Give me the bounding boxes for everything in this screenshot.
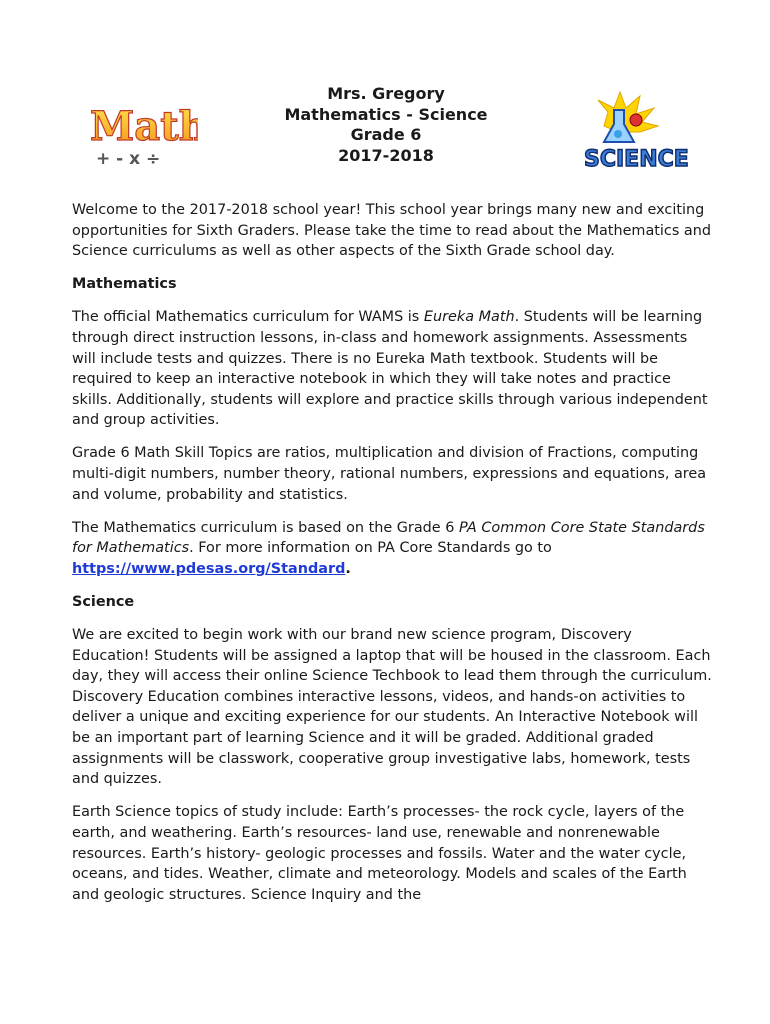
math-logo-text: Math	[90, 103, 198, 150]
grade-line: Grade 6	[350, 125, 422, 144]
standards-title: PA Common Core State Standards for Mathematics	[72, 519, 705, 557]
math-logo-subtext: + - x ÷	[96, 149, 161, 169]
science-logo-graphic	[578, 90, 688, 174]
teacher-name: Mrs. Gregory	[327, 84, 445, 103]
document-header	[0, 84, 770, 174]
science-paragraph-2: Earth Science topics of study include: Earth’s processes- the rock cycle, layers of the earth, and weathering. Earth’s resources- land use, renewable and nonrenewable resources. Earth’s history- geologic processes and fossils. Water and the water cycle, oceans, and tides. Weather, climate and meteorology. Models and scales of the Earth and geologic structures. Science Inquiry and the	[72, 804, 687, 903]
document-title	[230, 84, 542, 166]
math-heading: Mathematics	[72, 276, 177, 293]
math-logo	[86, 96, 198, 172]
science-paragraph-1: We are excited to begin work with our brand new science program, Discovery Education! Students will be assigned a laptop that will be housed in the classroom. Each day, they will access their online Science Techbook to lead them through the curriculum. Discovery Education combines interactive lessons, videos, and hands-on activities to deliver a unique and exciting experience for our students. An Interactive Notebook will be an important part of learning Science and it will be graded. Additional graded assignments will be classwork, cooperative group investigative labs, homework, tests and quizzes.	[72, 627, 712, 788]
year-line: 2017-2018	[338, 145, 434, 165]
science-logo-text: SCIENCE	[584, 147, 688, 172]
science-logo	[578, 90, 688, 174]
intro-paragraph: Welcome to the 2017-2018 school year! This school year brings many new and exciting opportunities for Sixth Graders. Please take the time to read about the Mathematics and Science curriculums as well as other aspects of the Sixth Grade school day.	[72, 202, 711, 260]
math-paragraph-1: The official Mathematics curriculum for WAMS is Eureka Math. Students will be learning through direct instruction lessons, in-class and homework assignments. Assessments will include tests and quizzes. There is no Eureka Math textbook. Students will be required to keep an interactive notebook in which they will take notes and practice skills. Additionally, students will explore and practice skills through various independent and group activities.	[72, 309, 708, 429]
document-body	[72, 200, 712, 918]
subject-line: Mathematics - Science	[284, 104, 488, 124]
math-logo-graphic	[86, 96, 198, 172]
eureka-math-title: Eureka Math	[423, 309, 515, 326]
math-paragraph-2: Grade 6 Math Skill Topics are ratios, multiplication and division of Fractions, computing multi-digit numbers, number theory, rational numbers, expressions and equations, area and volume, probability and statistics.	[72, 445, 707, 503]
science-heading: Science	[72, 594, 135, 610]
math-paragraph-3: The Mathematics curriculum is based on the Grade 6 PA Common Core State Standards for Mathematics. For more information on PA Core Standards go to https://www.pdesas.org/Standard.	[72, 519, 705, 577]
pdesas-link[interactable]: https://www.pdesas.org/Standard	[72, 560, 346, 577]
